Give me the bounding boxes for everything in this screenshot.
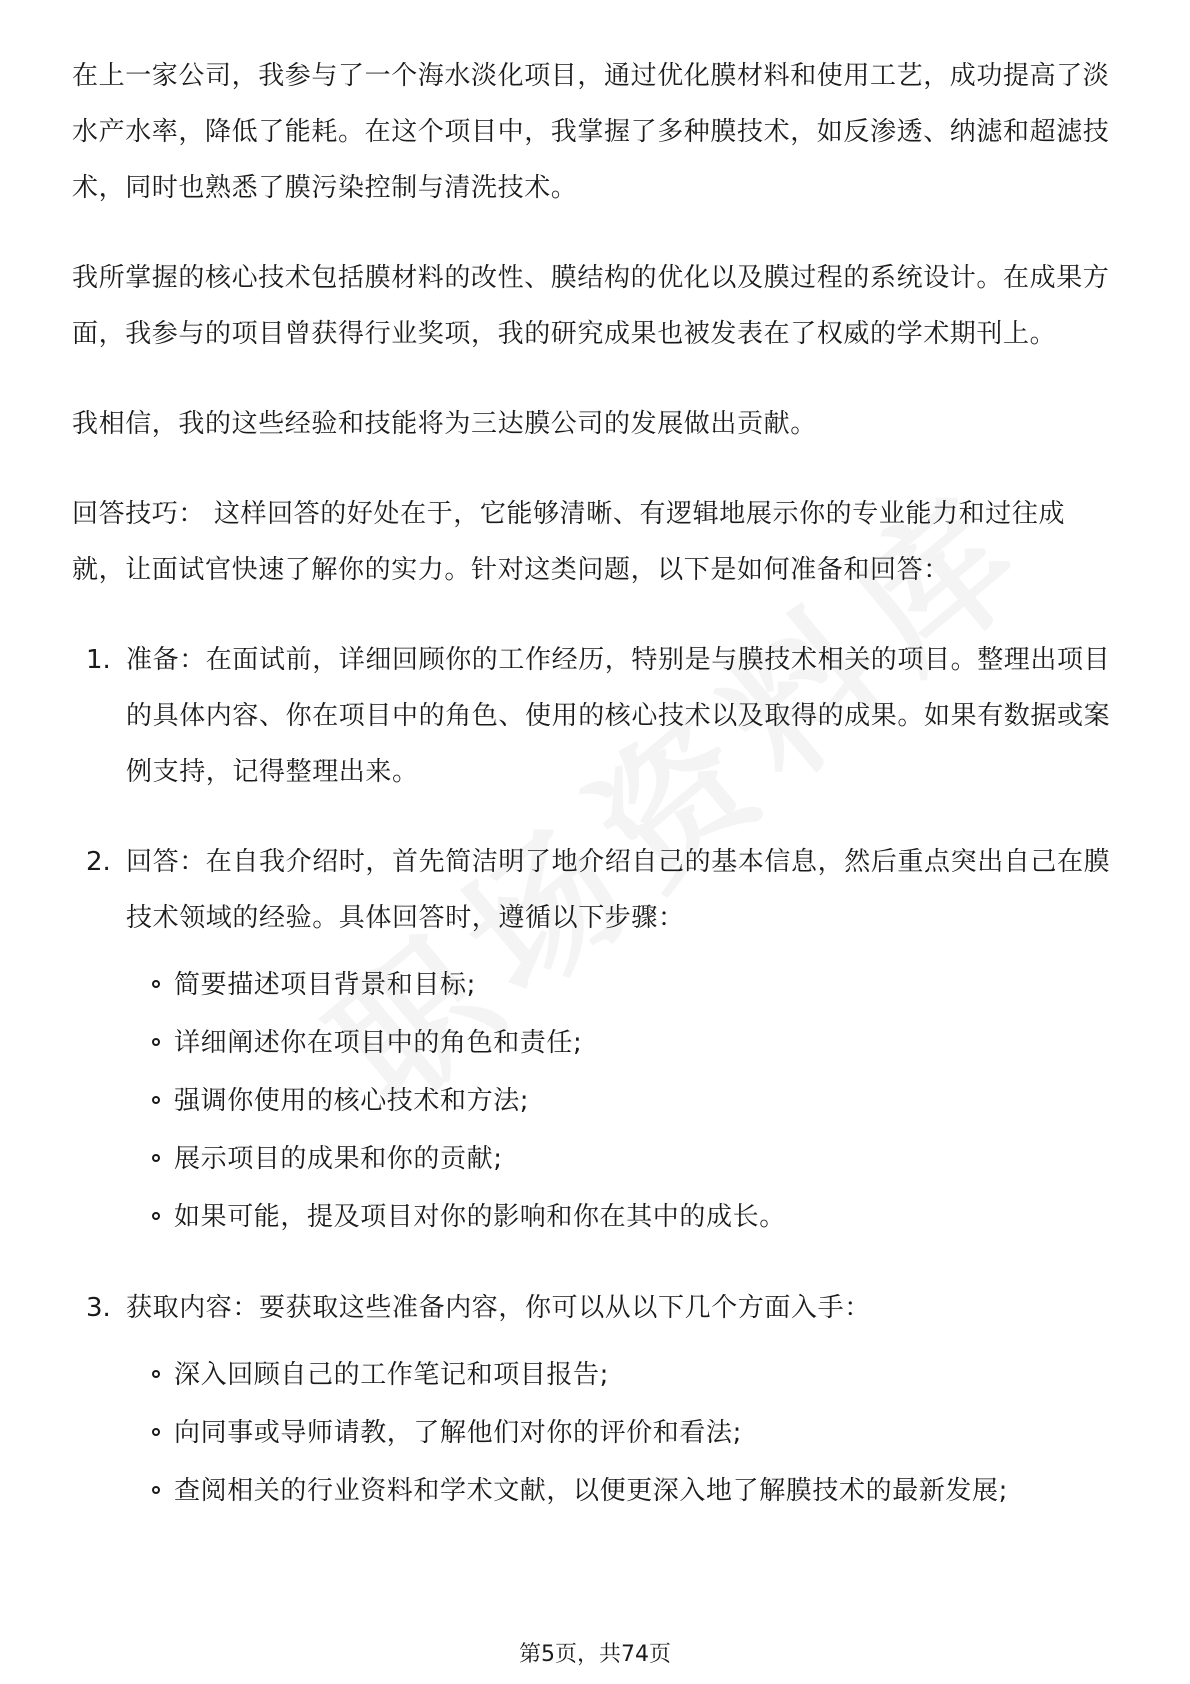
sub-list-item <box>126 1072 1118 1130</box>
sub-list-item <box>126 1130 1118 1188</box>
sub-list-item <box>126 1462 1118 1520</box>
circle-bullet-icon <box>152 1154 160 1162</box>
circle-bullet-icon <box>152 1486 160 1494</box>
list-item-text: 准备：在面试前，详细回顾你的工作经历，特别是与膜技术相关的项目。整理出项目的具体内容、你在项目中的角色、使用的核心技术以及取得的成果。如果有数据或案例支持，记得整理出来。 <box>126 645 1111 787</box>
sub-list-item-text: 深入回顾自己的工作笔记和项目报告; <box>174 1360 609 1390</box>
circle-bullet-icon <box>152 1428 160 1436</box>
circle-bullet-icon <box>152 1096 160 1104</box>
sub-list-item-text: 查阅相关的行业资料和学术文献，以便更深入地了解膜技术的最新发展; <box>174 1476 1008 1506</box>
list-item-text: 获取内容：要获取这些准备内容，你可以从以下几个方面入手： <box>126 1293 871 1323</box>
paragraph-1: 在上一家公司，我参与了一个海水淡化项目，通过优化膜材料和使用工艺，成功提高了淡水产水率，降低了能耗。在这个项目中，我掌握了多种膜技术，如反渗透、纳滤和超滤技术，同时也熟悉了膜污染控制与清洗技术。 <box>72 61 1110 203</box>
sub-list-item-text: 简要描述项目背景和目标; <box>174 970 476 1000</box>
paragraph-2: 我所掌握的核心技术包括膜材料的改性、膜结构的优化以及膜过程的系统设计。在成果方面，我参与的项目曾获得行业奖项，我的研究成果也被发表在了权威的学术期刊上。 <box>72 263 1110 349</box>
list-item-prepare <box>72 632 1118 800</box>
sub-list-item-text: 向同事或导师请教，了解他们对你的评价和看法; <box>174 1418 742 1448</box>
circle-bullet-icon <box>152 1212 160 1220</box>
sub-list-item-text: 详细阐述你在项目中的角色和责任; <box>174 1028 583 1058</box>
sub-list <box>72 956 1118 1246</box>
sub-list-item <box>126 1014 1118 1072</box>
page-footer: 第5页，共74页 <box>519 1642 671 1667</box>
sub-list-item <box>126 1188 1118 1246</box>
sub-list-item <box>126 956 1118 1014</box>
list-item-answer <box>72 834 1118 1246</box>
sub-list <box>72 1346 1118 1520</box>
circle-bullet-icon <box>152 1038 160 1046</box>
list-number: 3. <box>86 1293 111 1323</box>
paragraph-tips: 回答技巧： 这样回答的好处在于，它能够清晰、有逻辑地展示你的专业能力和过往成就，让面试官快速了解你的实力。针对这类问题，以下是如何准备和回答： <box>72 499 1066 585</box>
circle-bullet-icon <box>152 980 160 988</box>
paragraph-3: 我相信，我的这些经验和技能将为三达膜公司的发展做出贡献。 <box>72 409 817 439</box>
list-number: 2. <box>86 847 111 877</box>
sub-list-item-text: 强调你使用的核心技术和方法; <box>174 1086 530 1116</box>
sub-list-item <box>126 1346 1118 1404</box>
list-number: 1. <box>86 645 111 675</box>
sub-list-item <box>126 1404 1118 1462</box>
list-item-obtain <box>72 1280 1118 1520</box>
sub-list-item-text: 展示项目的成果和你的贡献; <box>174 1144 503 1174</box>
document-body <box>72 48 1118 1554</box>
list-item-text: 回答：在自我介绍时，首先简洁明了地介绍自己的基本信息，然后重点突出自己在膜技术领域的经验。具体回答时，遵循以下步骤： <box>126 847 1111 933</box>
sub-list-item-text: 如果可能，提及项目对你的影响和你在其中的成长。 <box>174 1202 786 1232</box>
circle-bullet-icon <box>152 1370 160 1378</box>
